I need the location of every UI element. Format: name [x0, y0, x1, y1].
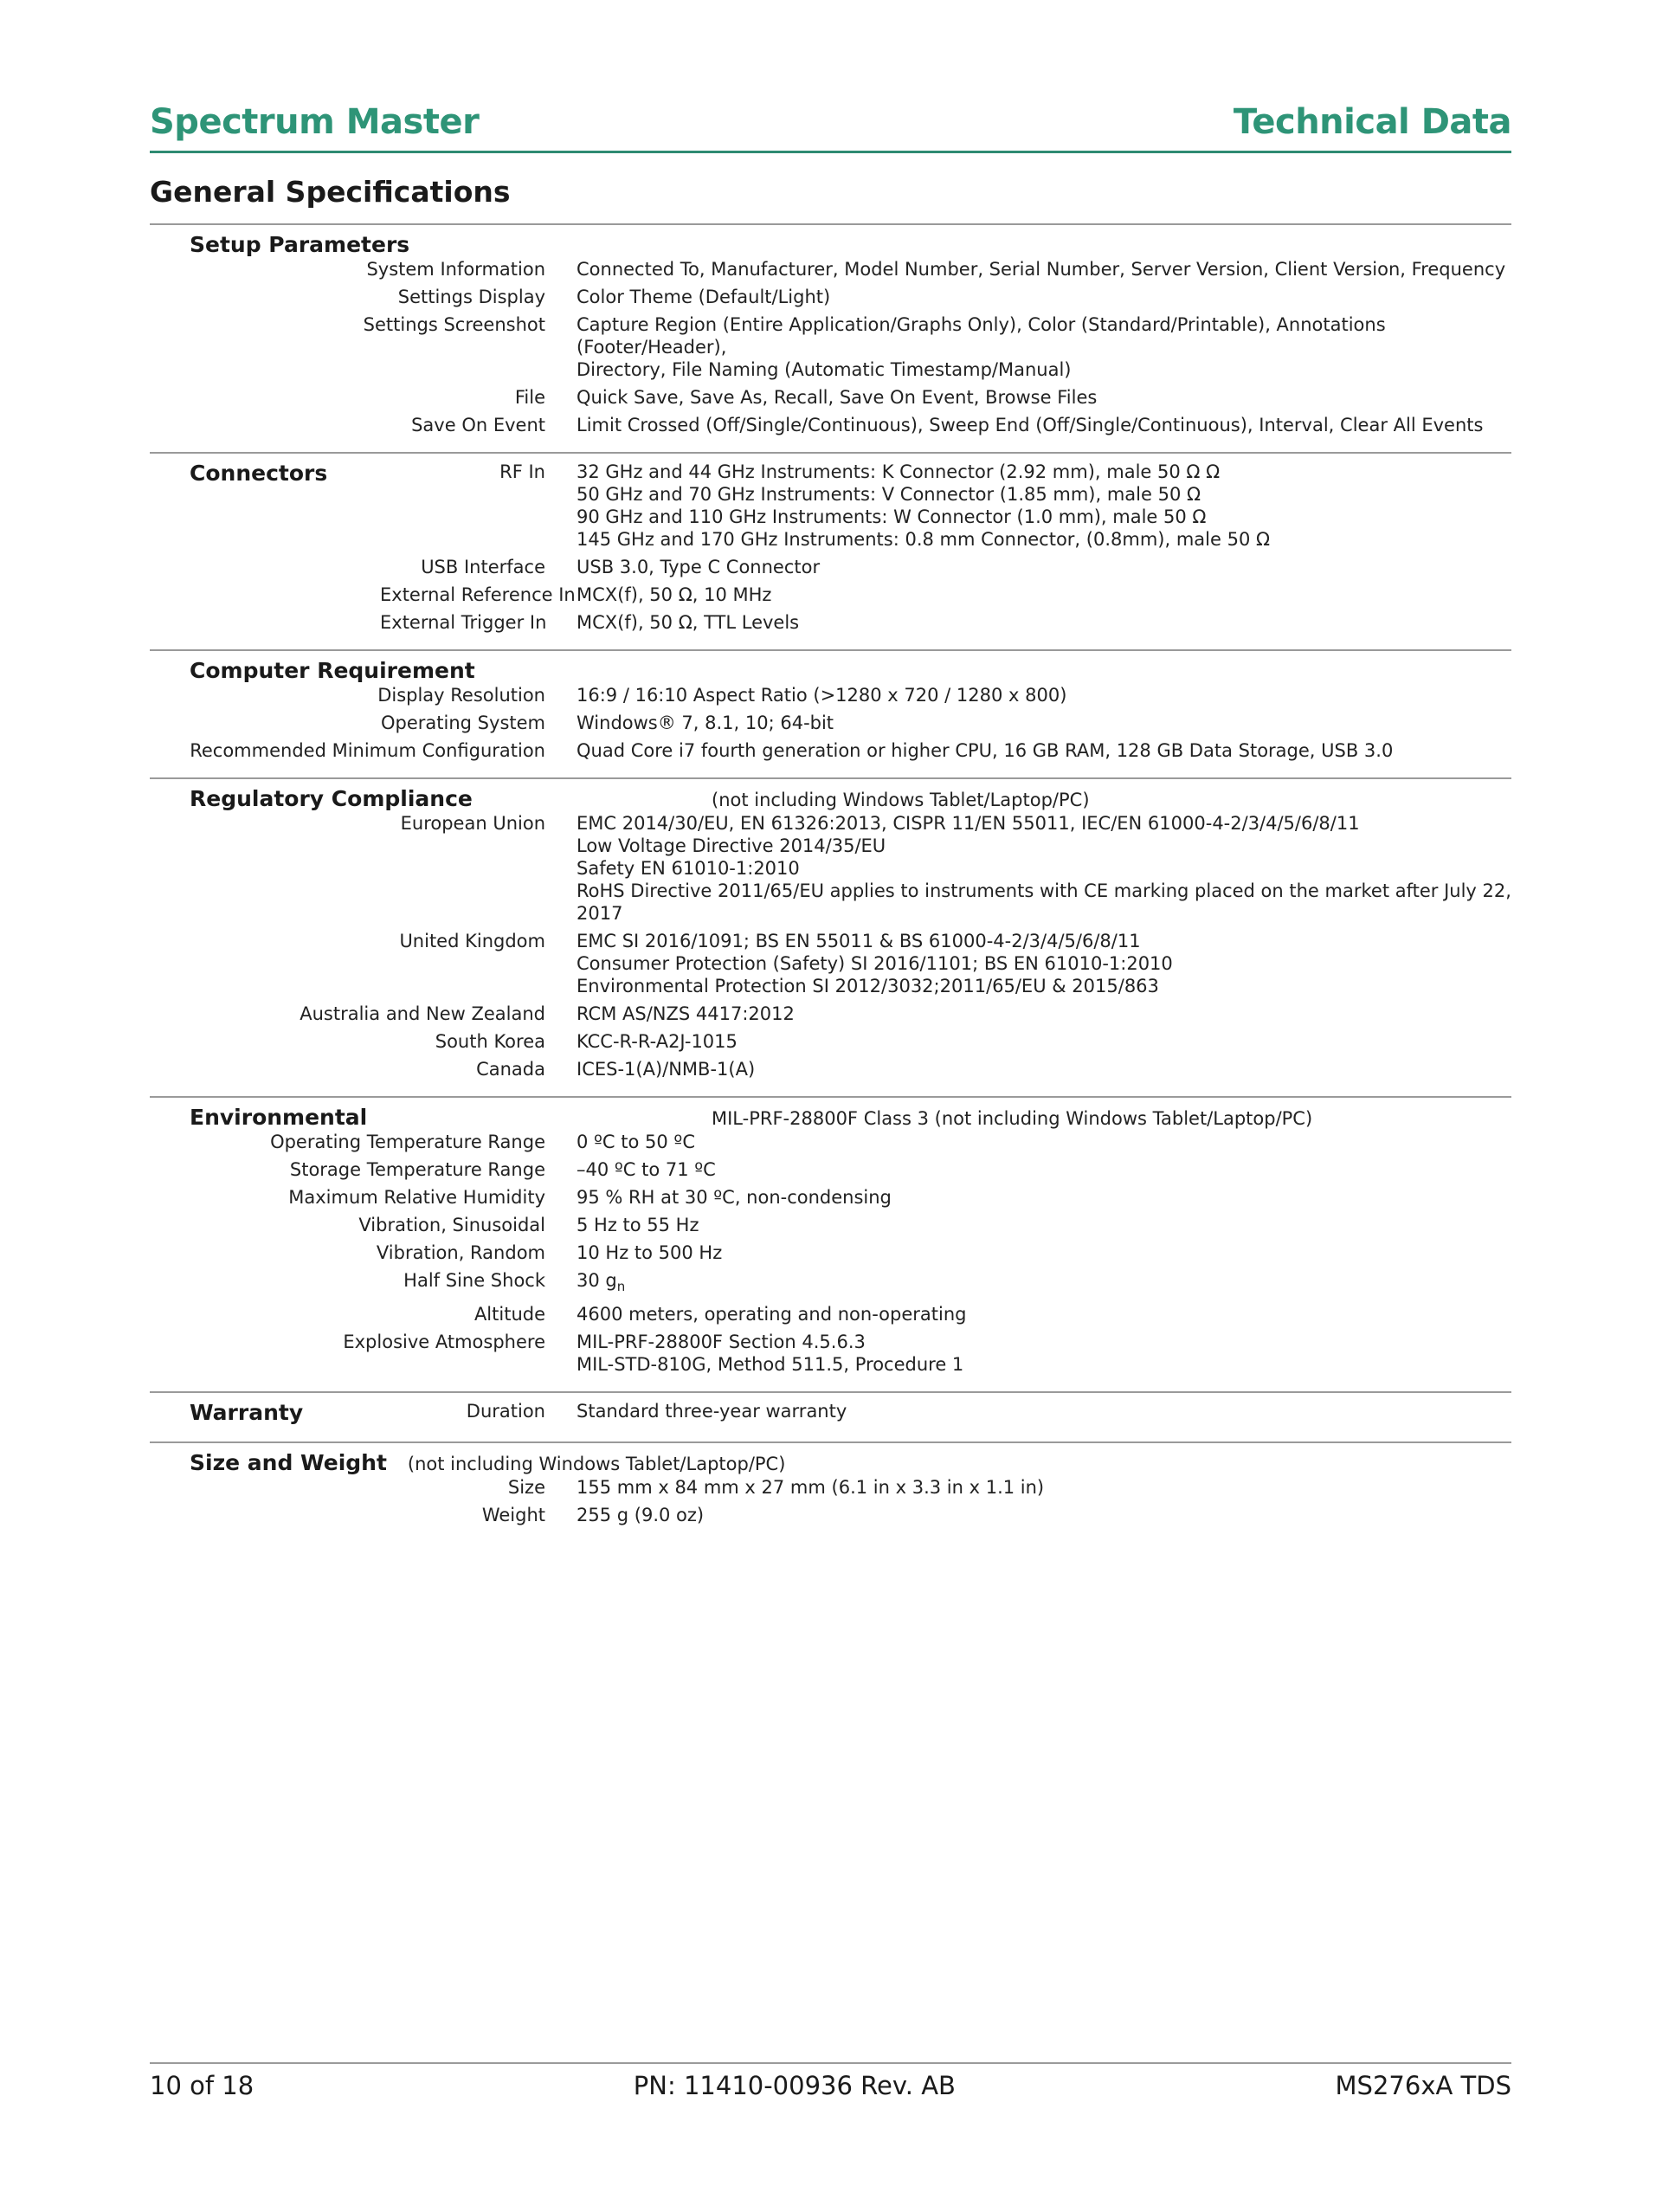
spec-value-line: Directory, File Naming (Automatic Timestamp/Manual) — [577, 359, 1072, 380]
group-note: (not including Windows Tablet/Laptop/PC) — [712, 790, 1090, 810]
spec-value-line: Safety EN 61010-1:2010 — [577, 858, 800, 879]
spec-value-line: Capture Region (Entire Application/Graphs Only), Color (Standard/Printable), Annotations (Footer/Header), — [577, 314, 1386, 358]
spec-row — [150, 1476, 1511, 1499]
spec-value-line: RCM AS/NZS 4417:2012 — [577, 1003, 795, 1024]
spec-label: File — [514, 387, 545, 408]
spec-value — [577, 1030, 1511, 1053]
spec-value-line: 50 GHz and 70 GHz Instruments: V Connector (1.85 mm), male 50 Ω — [577, 484, 1201, 505]
product-title: Spectrum Master — [150, 102, 480, 142]
spec-value — [577, 1400, 1511, 1422]
spec-row — [150, 1214, 1511, 1236]
group-header-row — [150, 232, 1511, 258]
group-name: Environmental — [190, 1105, 368, 1130]
spec-group — [150, 1391, 1511, 1436]
spec-row — [150, 584, 1511, 606]
spec-value-line: 90 GHz and 110 GHz Instruments: W Connector (1.0 mm), male 50 Ω — [577, 506, 1207, 527]
spec-label: Weight — [481, 1505, 545, 1526]
group-name: Connectors — [190, 461, 328, 486]
spec-value-line: –40 ºC to 71 ºC — [577, 1159, 716, 1180]
spec-value-line: MIL-PRF-28800F Section 4.5.6.3 — [577, 1332, 866, 1353]
spec-value-line: 10 Hz to 500 Hz — [577, 1242, 723, 1263]
spec-label: RF In — [499, 461, 545, 482]
spec-label: Duration — [466, 1401, 545, 1422]
spec-value-line: Quick Save, Save As, Recall, Save On Event, Browse Files — [577, 387, 1098, 408]
spec-value — [577, 461, 1511, 551]
spec-label: Explosive Atmosphere — [343, 1332, 545, 1353]
spec-label: Settings Display — [397, 287, 545, 307]
doc-id: MS276xA TDS — [1335, 2071, 1511, 2100]
spec-value — [577, 739, 1511, 762]
spec-label: Operating Temperature Range — [270, 1132, 545, 1152]
spec-row — [150, 556, 1511, 578]
spec-group — [150, 452, 1511, 644]
spec-value — [577, 286, 1511, 308]
spec-row — [150, 1504, 1511, 1526]
spec-row — [150, 1186, 1511, 1209]
spec-value — [577, 414, 1511, 436]
spec-value-line: Standard three-year warranty — [577, 1401, 847, 1422]
spec-group — [150, 649, 1511, 772]
spec-value — [577, 1003, 1511, 1025]
spec-row — [150, 1003, 1511, 1025]
group-name: Computer Requirement — [190, 658, 475, 683]
group-header-row — [150, 1450, 1511, 1476]
spec-value — [577, 1058, 1511, 1080]
spec-value — [577, 1504, 1511, 1526]
spec-value — [577, 1476, 1511, 1499]
spec-label: External Reference In — [380, 584, 576, 605]
spec-value-line: 145 GHz and 170 GHz Instruments: 0.8 mm Connector, (0.8mm), male 50 Ω — [577, 529, 1271, 550]
spec-value-line: ICES-1(A)/NMB-1(A) — [577, 1059, 756, 1080]
group-header-row — [150, 786, 1511, 812]
spec-row — [150, 1058, 1511, 1080]
spec-label: Canada — [476, 1059, 545, 1080]
group-header-row — [150, 1105, 1511, 1131]
spec-value — [577, 258, 1511, 281]
spec-row — [150, 1241, 1511, 1264]
page-header — [150, 102, 1511, 153]
spec-label: Operating System — [381, 713, 545, 733]
spec-value — [577, 1241, 1511, 1264]
spec-label: Save On Event — [411, 415, 545, 435]
spec-label: United Kingdom — [399, 931, 545, 951]
spec-value-line: Environmental Protection SI 2012/3032;2011/65/EU & 2015/863 — [577, 976, 1159, 996]
group-note: (not including Windows Tablet/Laptop/PC) — [407, 1454, 786, 1475]
spec-label: European Union — [400, 813, 545, 834]
spec-label: Maximum Relative Humidity — [288, 1187, 545, 1208]
spec-value-line: 32 GHz and 44 GHz Instruments: K Connector (2.92 mm), male 50 Ω Ω — [577, 461, 1221, 482]
spec-value — [577, 556, 1511, 578]
spec-row — [150, 1269, 1511, 1298]
spec-row — [150, 684, 1511, 706]
spec-label: Recommended Minimum Configuration — [190, 740, 545, 761]
spec-row — [150, 286, 1511, 308]
spec-label: External Trigger In — [380, 612, 547, 633]
spec-value — [577, 712, 1511, 734]
spec-value-line: RoHS Directive 2011/65/EU applies to instruments with CE marking placed on the market after July 22, 2017 — [577, 880, 1511, 924]
group-header-row — [150, 658, 1511, 684]
page-number: 10 of 18 — [150, 2071, 254, 2100]
page-footer — [150, 2062, 1511, 2100]
spec-value — [577, 386, 1511, 409]
spec-row — [150, 930, 1511, 997]
spec-value-line: Consumer Protection (Safety) SI 2016/1101; BS EN 61010-1:2010 — [577, 953, 1173, 974]
spec-value — [577, 1303, 1511, 1325]
spec-group-size-weight — [150, 1441, 1511, 1537]
spec-value — [577, 1214, 1511, 1236]
group-name: Warranty — [190, 1400, 304, 1426]
group-name: Regulatory Compliance — [190, 786, 473, 811]
spec-table — [150, 223, 1511, 1537]
spec-label: Vibration, Random — [376, 1242, 545, 1263]
spec-group — [150, 1096, 1511, 1386]
spec-group — [150, 223, 1511, 447]
spec-value-line: 16:9 / 16:10 Aspect Ratio (>1280 x 720 / 1280 x 800) — [577, 685, 1067, 706]
spec-label: Settings Screenshot — [363, 314, 545, 335]
spec-row — [150, 386, 1511, 409]
spec-value-line: 155 mm x 84 mm x 27 mm (6.1 in x 3.3 in x 1.1 in) — [577, 1477, 1045, 1499]
spec-row — [150, 739, 1511, 762]
spec-label: System Information — [366, 259, 545, 280]
spec-row — [150, 1331, 1511, 1376]
spec-row — [150, 1131, 1511, 1153]
spec-label: Size — [507, 1477, 545, 1499]
spec-row — [150, 1303, 1511, 1325]
spec-value-line: Windows® 7, 8.1, 10; 64-bit — [577, 713, 834, 733]
group-name: Setup Parameters — [190, 232, 410, 257]
spec-value-line: 30 g — [577, 1270, 617, 1291]
spec-label: USB Interface — [421, 557, 545, 577]
spec-value-line: 5 Hz to 55 Hz — [577, 1215, 699, 1235]
group-note: MIL-PRF-28800F Class 3 (not including Windows Tablet/Laptop/PC) — [712, 1108, 1313, 1129]
spec-group — [150, 777, 1511, 1091]
spec-value-line: 4600 meters, operating and non-operating — [577, 1304, 967, 1325]
spec-value-line: 95 % RH at 30 ºC, non-condensing — [577, 1187, 892, 1208]
spec-value-line: MCX(f), 50 Ω, 10 MHz — [577, 584, 772, 605]
spec-value-line: KCC-R-R-A2J-1015 — [577, 1031, 738, 1052]
spec-value-line: Connected To, Manufacturer, Model Number, Serial Number, Server Version, Client Version, Frequency — [577, 259, 1506, 280]
spec-value — [577, 584, 1511, 606]
spec-subscript: n — [616, 1279, 626, 1295]
spec-label: Altitude — [473, 1304, 545, 1325]
spec-row — [150, 414, 1511, 436]
spec-row — [150, 1158, 1511, 1181]
spec-value-line: 0 ºC to 50 ºC — [577, 1132, 695, 1152]
spec-label: Australia and New Zealand — [300, 1003, 545, 1024]
spec-row — [150, 611, 1511, 634]
spec-value — [577, 1158, 1511, 1181]
spec-row — [150, 1400, 1511, 1426]
spec-value-line: Color Theme (Default/Light) — [577, 287, 831, 307]
spec-value-line: USB 3.0, Type C Connector — [577, 557, 821, 577]
spec-value — [577, 1131, 1511, 1153]
spec-value — [577, 684, 1511, 706]
spec-value-line: 255 g (9.0 oz) — [577, 1505, 705, 1526]
spec-row — [150, 1030, 1511, 1053]
spec-value — [577, 611, 1511, 634]
spec-row — [150, 712, 1511, 734]
spec-value-line: MIL-STD-810G, Method 511.5, Procedure 1 — [577, 1354, 964, 1376]
spec-row — [150, 313, 1511, 381]
spec-value — [577, 313, 1511, 381]
spec-value — [577, 1269, 1511, 1298]
spec-value-line: EMC SI 2016/1091; BS EN 55011 & BS 61000-4-2/3/4/5/6/8/11 — [577, 931, 1141, 951]
section-title: General Specifications — [150, 175, 511, 209]
part-number: PN: 11410-00936 Rev. AB — [633, 2071, 956, 2100]
spec-value — [577, 1186, 1511, 1209]
spec-label: South Korea — [435, 1031, 545, 1052]
spec-label: Storage Temperature Range — [289, 1159, 545, 1180]
spec-value-line: Low Voltage Directive 2014/35/EU — [577, 835, 886, 856]
spec-row — [150, 461, 1511, 551]
spec-row — [150, 812, 1511, 925]
group-name: Size and Weight — [190, 1450, 387, 1476]
spec-value — [577, 1331, 1511, 1376]
spec-label: Display Resolution — [377, 685, 545, 706]
spec-label: Vibration, Sinusoidal — [358, 1215, 545, 1235]
spec-value-line: MCX(f), 50 Ω, TTL Levels — [577, 612, 800, 633]
spec-value-line: EMC 2014/30/EU, EN 61326:2013, CISPR 11/EN 55011, IEC/EN 61000-4-2/3/4/5/6/8/11 — [577, 813, 1360, 834]
spec-value-line: Limit Crossed (Off/Single/Continuous), Sweep End (Off/Single/Continuous), Interval, Clear All Events — [577, 415, 1484, 435]
spec-row — [150, 258, 1511, 281]
spec-value — [577, 812, 1511, 925]
spec-label: Half Sine Shock — [403, 1270, 545, 1291]
document-type: Technical Data — [1233, 102, 1511, 142]
spec-value — [577, 930, 1511, 997]
spec-value-line: Quad Core i7 fourth generation or higher CPU, 16 GB RAM, 128 GB Data Storage, USB 3.0 — [577, 740, 1394, 761]
